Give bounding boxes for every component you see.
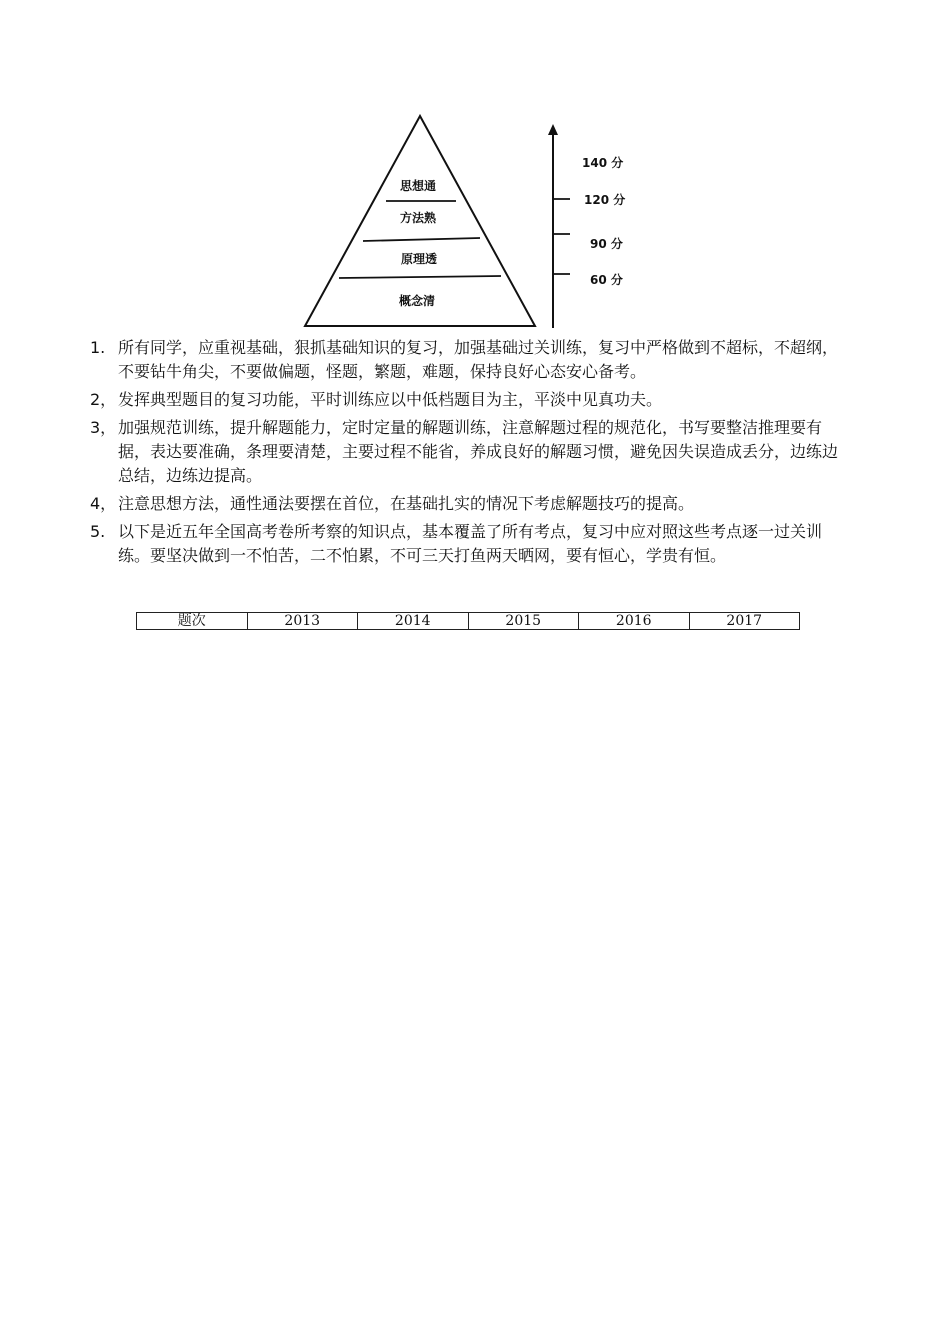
pyramid-svg — [300, 110, 640, 335]
list-item-text: 所有同学，应重视基础，狠抓基础知识的复习，加强基础过关训练，复习中严格做到不超标，不超纲，不要钻牛角尖，不要做偏题，怪题，繁题，难题，保持良好心态安心备考。 — [118, 338, 839, 381]
pyramid-divider-2 — [363, 238, 480, 241]
score-label: 120 分 — [584, 193, 626, 207]
table-header-cell: 2014 — [358, 613, 469, 630]
list-item-text: 注意思想方法，通性通法要摆在首位，在基础扎实的情况下考虑解题技巧的提高。 — [118, 494, 695, 513]
list-item-text: 加强规范训练，提升解题能力，定时定量的解题训练，注意解题过程的规范化，书写要整洁推理要有据，表达要准确，条理要清楚，主要过程不能省，养成良好的解题习惯，避免因失误造成丢分，边练边总结，边练边提高。 — [118, 418, 839, 485]
table-header-cell: 题次 — [137, 613, 248, 630]
list-item — [90, 416, 850, 488]
pyramid-level-label: 原理透 — [400, 252, 438, 266]
list-item — [90, 336, 850, 384]
list-item-number: 3， — [90, 418, 117, 437]
pyramid-level-label: 概念清 — [398, 294, 436, 308]
table-header-cell: 2013 — [247, 613, 358, 630]
pyramid-level-label: 思想通 — [399, 179, 437, 193]
score-label: 140 分 — [582, 156, 624, 170]
table-header-cell: 2017 — [689, 613, 800, 630]
score-axis-arrowhead — [548, 124, 558, 135]
list-item — [90, 520, 850, 568]
study-advice-list — [90, 336, 850, 572]
pyramid-level-label: 方法熟 — [399, 211, 437, 225]
list-item-number: 1. — [90, 338, 106, 357]
list-item-number: 2， — [90, 390, 117, 409]
list-item — [90, 492, 850, 516]
list-item-text: 以下是近五年全国高考卷所考察的知识点，基本覆盖了所有考点，复习中应对照这些考点逐一过关训练。要坚决做到一不怕苦，二不怕累，不可三天打鱼两天晒网，要有恒心，学贵有恒。 — [118, 522, 823, 565]
list-item-text: 发挥典型题目的复习功能，平时训练应以中低档题目为主，平淡中见真功夫。 — [118, 390, 663, 409]
score-label: 90 分 — [590, 237, 623, 251]
table-header-cell: 2015 — [468, 613, 579, 630]
list-item — [90, 388, 850, 412]
pyramid-divider-3 — [339, 276, 501, 278]
table-header-cell: 2016 — [579, 613, 690, 630]
score-label: 60 分 — [590, 273, 623, 287]
knowledge-pyramid-diagram — [300, 110, 640, 335]
exam-topics-table-wrapper — [136, 612, 800, 630]
list-item-number: 4， — [90, 494, 117, 513]
table-header-row — [137, 613, 800, 630]
exam-topics-table — [136, 612, 800, 630]
list-item-number: 5. — [90, 522, 106, 541]
